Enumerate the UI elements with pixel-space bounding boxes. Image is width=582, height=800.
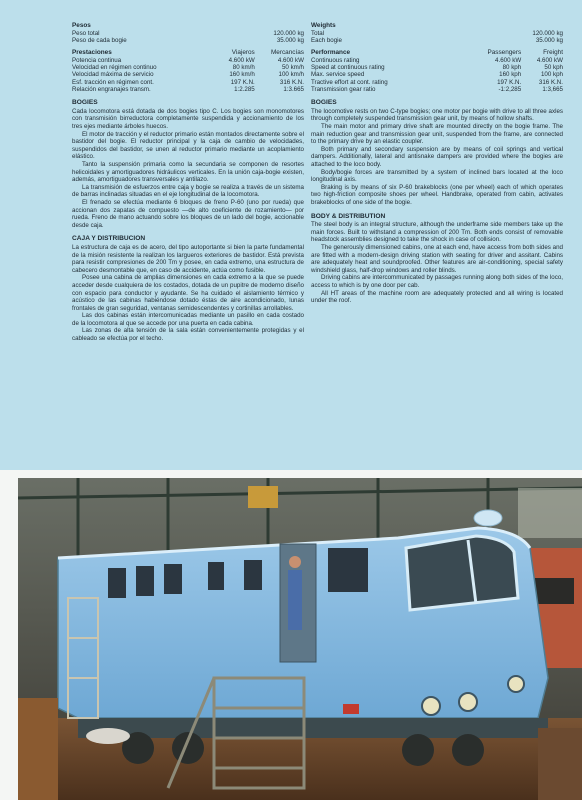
paragraph: Las zonas de alta tensión de la sala están convenientemente protegidas y el cableado se efectúa por el techo.	[72, 327, 304, 343]
front-windshield	[406, 536, 518, 610]
weights-table	[311, 22, 563, 44]
paragraph: All HT areas of the machine room are adequately protected and all wiring is located under the roof.	[311, 289, 563, 305]
section-title-bogies-en: BOGIES	[311, 99, 337, 107]
locomotive-workshop-photo	[18, 478, 582, 800]
table-row: Velocidad en régimen continuo 80 km/h 50 km/h	[72, 64, 304, 72]
headlight-left	[422, 697, 440, 715]
paragraph: Braking is by means of six P-60 brakeblocks (one per wheel) each of which operates two high-friction composite shoes per wheel. Handbrake, operated from cabin, activates brakeblocks of one side of the bogie.	[311, 183, 563, 206]
skylight	[518, 488, 582, 538]
performance-table	[311, 49, 563, 93]
table-row: Potencia continua 4.600 kW 4.600 kW	[72, 56, 304, 64]
prestaciones-title: Prestaciones	[72, 49, 112, 57]
table-row: Velocidad máxima de servicio 160 km/h 100 km/h	[72, 71, 304, 79]
headlight-top	[508, 676, 524, 692]
paragraph: Both primary and secondary suspension are by means of coil springs and vertical dampers. Additionally, lateral and antisnake dampers are provided where the bogies are attached to the loco body.	[311, 145, 563, 169]
section-title-bogies: BOGIES	[72, 99, 98, 107]
performance-title: Performance	[311, 49, 351, 57]
paragraph: Tanto la suspensión primaria como la secundaria se componen de resortes helicoidales y amortiguadores hidráulicos verticales. En la unión caja-bogie existen, además, amortiguadores transversales y antilazo.	[72, 161, 304, 184]
paragraph: Driving cabins are intercommunicated by passages running along both sides of the loco, access to which is by one door per cab.	[311, 274, 563, 289]
spanish-column	[72, 22, 304, 343]
table-row: Peso de cada bogie 35.000 kg	[72, 36, 304, 44]
worker-figure	[288, 570, 302, 630]
prestaciones-table	[72, 49, 304, 93]
foreground-crates	[18, 698, 58, 800]
red-marker	[343, 704, 359, 714]
section-title-body: BODY & DISTRIBUTION	[311, 212, 386, 220]
locomotive-illustration	[18, 478, 582, 800]
table-row: Continuous rating 4.600 kW 4.600 kW	[311, 56, 563, 64]
pesos-title: Pesos	[72, 22, 91, 29]
paragraph: Posee una cabina de amplias dimensiones en cada extremo a la que se puede acceder desde cualquiera de los costados, dotada de un pupitre de moderno diseño con espacio para conductor y ayudante. Se ha cuidado el aislamiento térmico y acústico de las cabinas habiéndose dotado éstas de aire acondicionado, lunas frontales de gran seguridad, ventanas semidescendentes y cortinillas arrollables.	[72, 274, 304, 312]
paragraph: Las dos cabinas están intercomunicadas mediante un pasillo en cada costado de la locomotora al que se accede por una puerta en cada cabina.	[72, 312, 304, 327]
table-row: Relación engranajes transm. 1:2.285 1:3.665	[72, 85, 304, 93]
table-row: Esf. tracción en régimen cont. 197 K.N. 316 K.N.	[72, 78, 304, 86]
paragraph: The main motor and primary drive shaft are mounted directly on the bogie frame. The main reduction gear and transmission gear unit, suspended from the frame, are connected to the primary drive by an elastic coupler.	[311, 123, 563, 146]
paragraph: Body/bogie forces are transmitted by a system of inclined bars located at the loco longitudinal axis.	[311, 168, 563, 184]
table-row: Speed at continuous rating 80 kph 50 kph	[311, 64, 563, 72]
table-row: Tractive effort at cont. rating 197 K.N. 316 K.N.	[311, 78, 563, 86]
table-row: Total 120.000 kg	[311, 29, 563, 37]
horn	[474, 510, 502, 526]
table-row: Max. service speed 160 kph 100 kph	[311, 71, 563, 79]
headlight-right	[459, 693, 477, 711]
col-header-mercancias: Mercancías	[270, 49, 304, 57]
machine-part	[86, 728, 130, 744]
table-row: Peso total 120.000 kg	[72, 29, 304, 37]
table-row: Transmission gear ratio -1:2,285 1:3,665	[311, 85, 563, 93]
underframe	[78, 718, 548, 738]
col-header-freight: Freight	[543, 49, 563, 57]
workshop-sign	[248, 486, 278, 508]
col-header-viajeros: Viajeros	[231, 49, 255, 57]
paragraph: Cada locomotora está dotada de dos bogies tipo C. Los bogies son monomotores con transmisión birreductora completamente suspendida y accionamiento de los tres ejes mediante árboles huecos.	[72, 107, 304, 131]
section-title-caja: CAJA Y DISTRIBUCION	[72, 235, 146, 243]
paragraph: La estructura de caja es de acero, del tipo autoportante si bien la parte fundamental de la misión resistente la realizan los largueros exteriores de bastidor. Está prevista para resistir compresiones de 200 Tm y posee, en cada extremo, una estructura de cabecero desmontable que, en caso de accidente, actúa como fusible.	[72, 243, 304, 274]
table-row: Each bogie 35.000 kg	[311, 36, 563, 44]
paragraph: La transmisión de esfuerzos entre caja y bogie se realiza a través de un sistema de barras inclinadas situadas en el eje longitudinal de la locomotora.	[72, 183, 304, 199]
paragraph: The steel body is an integral structure, although the underframe side members take up the main forces. Built to withstand a compression of 200 Tm. Both ends consist of removable headstock assemblies designed to take the shock in case of collision.	[311, 221, 563, 244]
paragraph: El motor de tracción y el reductor primario están montados directamente sobre el bastidor del bogie. El reductor principal y la caja de cambio de velocidades, suspendidos del bastidor, se unen al reductor primario mediante un acoplamiento elástico.	[72, 130, 304, 161]
paragraph: El frenado se efectúa mediante 6 bloques de freno P-60 (uno por rueda) que accionan dos zapatas de compuesto —de alto coeficiente de rozamiento— por rueda. Freno de mano actuando sobre los bloques de un lado del bogie, accionable desde caja.	[72, 198, 304, 229]
english-column	[311, 22, 563, 305]
col-header-passengers: Passengers	[487, 49, 522, 57]
weights-title: Weights	[311, 22, 336, 29]
paragraph: The generously dimensioned cabins, one at each end, have access from both sides and are fitted with a modern-design driving station with seating for driver and assitant. Cabins are adequately heat and soundproofed. Other features are air-conditioning, special safety windshield glass, half-drop windows and roller blinds.	[311, 243, 563, 274]
pesos-table	[72, 22, 304, 44]
paragraph: The locomotive rests on two C-type bogies; one motor per bogie with drive to all three axles through completely suspended transmission gear unit, by means of hollow shafts.	[311, 107, 563, 123]
